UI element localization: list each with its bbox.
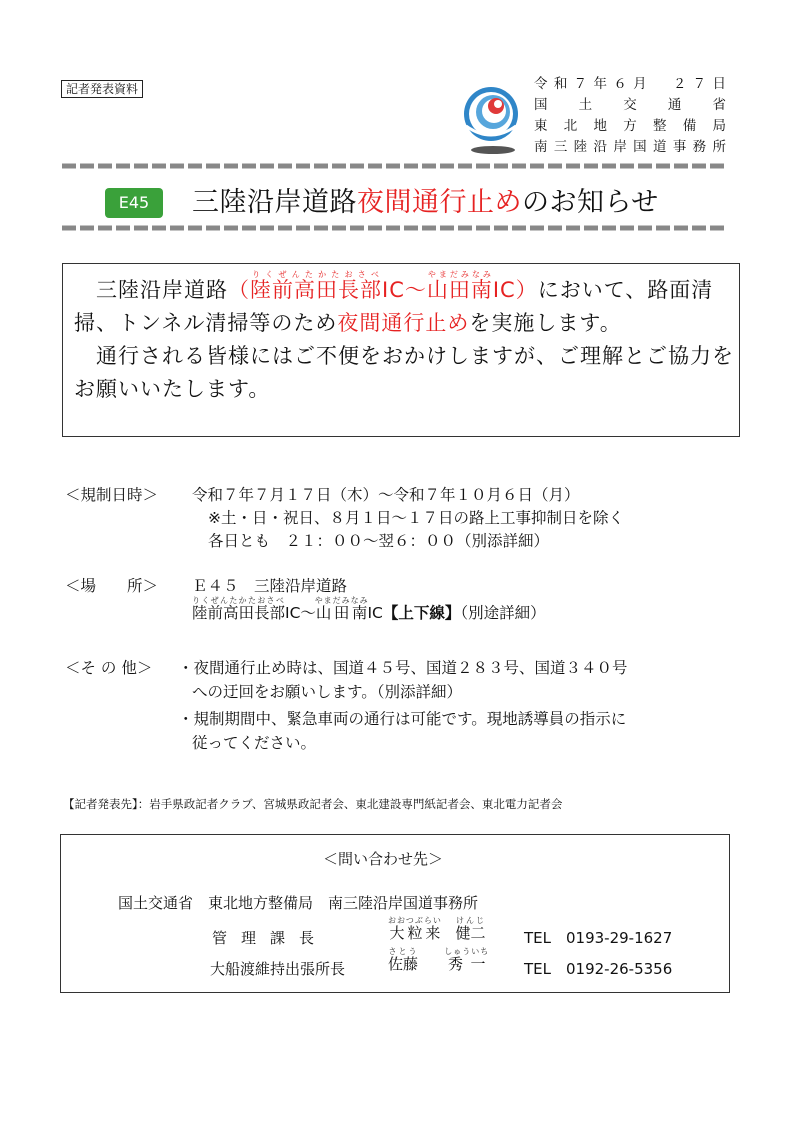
text: 陸前高田長部 xyxy=(250,278,382,302)
title-bottom-rule xyxy=(62,225,728,231)
ruby-text: やまだみなみ xyxy=(314,596,369,605)
schedule-dates: 令和７年７月１７日（木）～令和７年１０月６日（月） xyxy=(192,486,580,504)
schedule-exception: ※土・日・祝日、８月１日～１７日の路上工事抑制日を除く xyxy=(208,509,624,527)
title-part: のお知らせ xyxy=(522,187,659,218)
location-label: ＜場 所＞ xyxy=(65,577,159,595)
name-ruby xyxy=(388,916,442,942)
contact-heading: ＜問い合わせ先＞ xyxy=(323,850,444,868)
title-part: 三陸沿岸道路 xyxy=(192,187,357,218)
ruby-text: おおつぶらい xyxy=(388,916,442,925)
ruby-text: りくぜんたかたおさべ xyxy=(250,270,382,279)
text: IC～ xyxy=(382,278,427,302)
name-ruby xyxy=(388,947,419,973)
place-ruby xyxy=(314,596,369,622)
text: を実施します。 xyxy=(469,311,622,335)
intro-text xyxy=(74,270,734,406)
other-label: ＜そ の 他＞ xyxy=(65,659,153,677)
text: IC） xyxy=(492,278,538,302)
contact-name xyxy=(388,947,489,980)
name-ruby xyxy=(444,947,490,973)
text: において、 xyxy=(537,278,648,302)
contact-title: 管理課長 xyxy=(212,929,329,947)
location-section xyxy=(192,596,546,627)
contact-phone: TEL 0192-26-5356 xyxy=(524,960,673,978)
ruby-text: けんじ xyxy=(455,916,486,925)
place-ruby xyxy=(192,596,286,622)
mlit-logo xyxy=(462,84,520,158)
text: IC xyxy=(367,604,383,622)
text: （別途詳細） xyxy=(460,604,546,622)
text: 通行される皆様にはご不便をおかけしますが、ご理解とご協力をお願いいたします。 xyxy=(74,344,734,401)
title-top-rule xyxy=(62,163,728,169)
text: 健二 xyxy=(455,924,486,942)
text: （ xyxy=(228,278,250,302)
ruby-text: しゅういち xyxy=(444,947,490,956)
name-ruby xyxy=(455,916,486,942)
title-highlight: 夜間通行止め xyxy=(357,187,522,218)
contact-org: 国土交通省 東北地方整備局 南三陸沿岸国道事務所 xyxy=(118,894,479,912)
route-badge: E45 xyxy=(105,188,163,218)
text: 山田南 xyxy=(314,604,369,622)
direction-label: 【上下線】 xyxy=(382,604,461,622)
org-line: 南三陸沿岸国道事務所 xyxy=(534,139,726,155)
detour-note-cont: への迂回をお願いします。（別添詳細） xyxy=(192,683,463,701)
schedule-label: ＜規制日時＞ xyxy=(65,486,159,504)
contact-title: 大船渡維持出張所長 xyxy=(210,960,346,978)
ruby-text: さとう xyxy=(388,947,419,956)
emergency-note: ・規制期間中、緊急車両の通行は可能です。現地誘導員の指示に xyxy=(178,710,627,728)
contact-phone: TEL 0193-29-1627 xyxy=(524,929,673,947)
text: IC～ xyxy=(285,604,316,622)
text: 陸前高田長部 xyxy=(192,604,286,622)
press-recipients: 【記者発表先】：岩手県政記者クラブ、宮城県政記者会、東北建設専門紙記者会、東北電力記者会 xyxy=(63,797,563,811)
ruby-text: りくぜんたかたおさべ xyxy=(192,596,285,605)
section-highlight xyxy=(228,270,538,302)
text: 山田南 xyxy=(426,278,493,302)
closure-highlight: 夜間通行止め xyxy=(337,311,470,335)
place-ruby xyxy=(426,270,493,302)
org-line: 国土交通省 xyxy=(534,97,726,113)
schedule-hours: 各日とも ２１：００～翌６：００（別添詳細） xyxy=(208,532,550,550)
emergency-note-cont: 従ってください。 xyxy=(192,734,317,752)
place-ruby xyxy=(250,270,382,302)
ruby-text: やまだみなみ xyxy=(426,270,493,279)
org-line: 東北地方整備局 xyxy=(534,118,726,134)
issue-date: 令和７年６月 ２７日 xyxy=(534,76,726,92)
location-route: Ｅ４５ 三陸沿岸道路 xyxy=(192,577,348,595)
press-release-tag: 記者発表資料 xyxy=(61,80,143,98)
intro-paragraph xyxy=(74,270,734,340)
text: 秀一 xyxy=(444,955,490,973)
text: 三陸沿岸道路 xyxy=(96,278,228,302)
page-title xyxy=(192,184,659,222)
text: 大粒来 xyxy=(388,924,442,942)
detour-note: ・夜間通行止め時は、国道４５号、国道２８３号、国道３４０号 xyxy=(178,659,628,677)
text: 路面清掃、トンネル清掃等のため xyxy=(74,278,714,335)
contact-name xyxy=(388,916,485,949)
intro-paragraph xyxy=(74,340,734,406)
text: 佐藤 xyxy=(388,955,419,973)
issuer-block xyxy=(534,74,726,158)
